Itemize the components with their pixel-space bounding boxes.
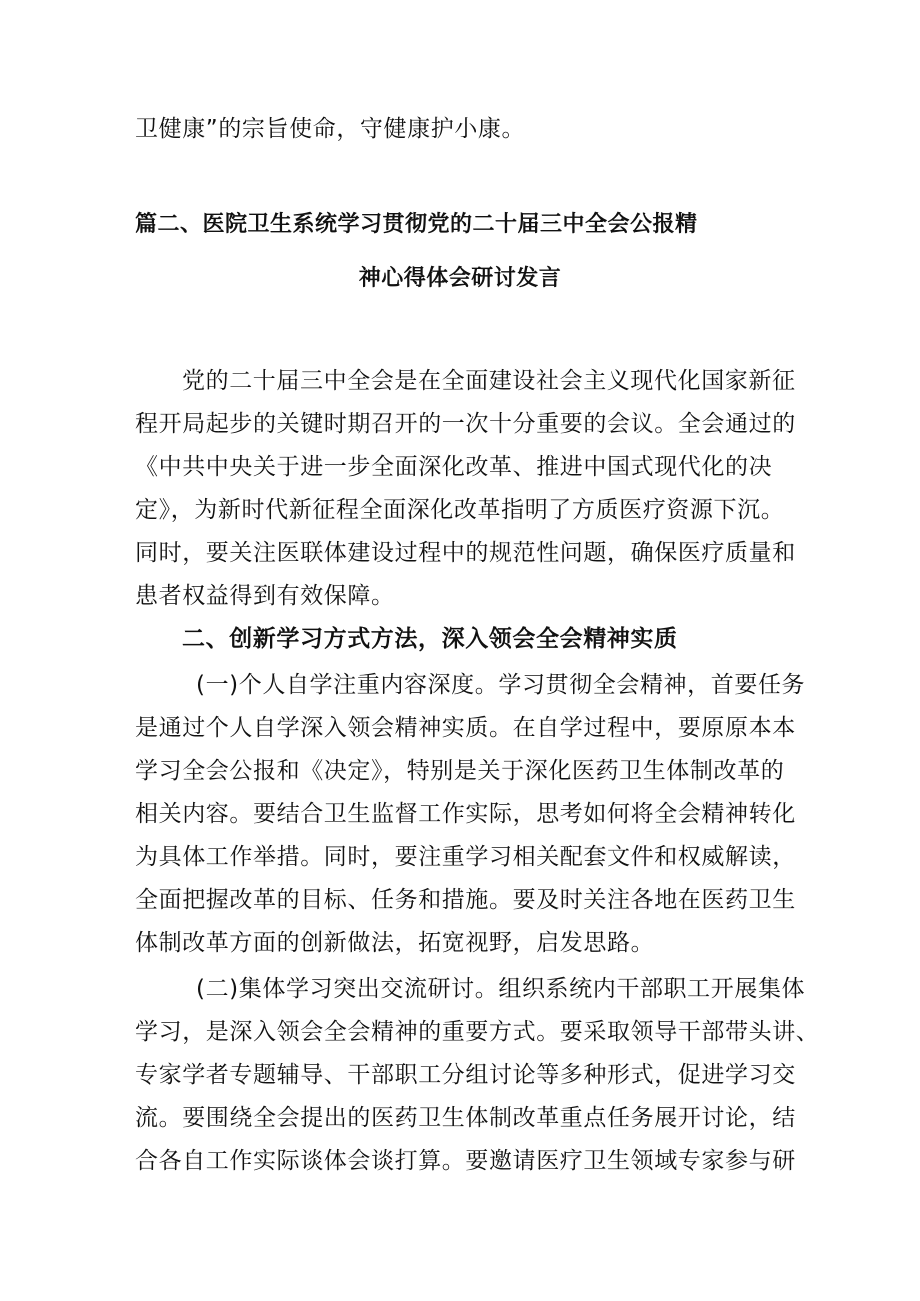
paragraph-line: 专家学者专题辅导、干部职工分组讨论等多种形式，促进学习交 bbox=[135, 1062, 796, 1088]
paragraph-line: (一)个人自学注重内容深度。学习贯彻全会精神，首要任务 bbox=[196, 672, 806, 698]
section-title-line-1: 篇二、医院卫生系统学习贯彻党的二十届三中全会公报精 bbox=[135, 212, 698, 237]
paragraph-line: 卫健康”的宗旨使命，守健康护小康。 bbox=[135, 116, 526, 142]
paragraph-line: 同时，要关注医联体建设过程中的规范性问题，确保医疗质量和 bbox=[135, 540, 796, 566]
subsection-heading: 二、创新学习方式方法，深入领会全会精神实质 bbox=[182, 626, 678, 652]
paragraph-line: 合各自工作实际谈体会谈打算。要邀请医疗卫生领域专家参与研 bbox=[135, 1148, 796, 1174]
paragraph-line: 程开局起步的关键时期召开的一次十分重要的会议。全会通过的 bbox=[135, 411, 796, 437]
paragraph-line: 为具体工作举措。同时，要注重学习相关配套文件和权威解读， bbox=[135, 844, 796, 870]
paragraph-line: 《中共中央关于进一步全面深化改革、推进中国式现代化的决 bbox=[135, 454, 773, 480]
paragraph-line: 学习全会公报和《决定》，特别是关于深化医药卫生体制改革的 bbox=[135, 758, 785, 784]
paragraph-line: 相关内容。要结合卫生监督工作实际，思考如何将全会精神转化 bbox=[135, 801, 796, 827]
paragraph-line: 患者权益得到有效保障。 bbox=[135, 583, 395, 609]
paragraph-line: 学习，是深入领会全会精神的重要方式。要采取领导干部带头讲、 bbox=[135, 1019, 820, 1045]
paragraph-line: 全面把握改革的目标、任务和措施。要及时关注各地在医药卫生 bbox=[135, 887, 796, 913]
paragraph-line: 体制改革方面的创新做法，拓宽视野，启发思路。 bbox=[135, 930, 655, 956]
section-title-line-2: 神心得体会研讨发言 bbox=[358, 266, 562, 291]
paragraph-line: 定》，为新时代新征程全面深化改革指明了方质医疗资源下沉。 bbox=[135, 497, 785, 523]
paragraph-line: (二)集体学习突出交流研讨。组织系统内干部职工开展集体 bbox=[196, 976, 806, 1002]
paragraph-line: 是通过个人自学深入领会精神实质。在自学过程中，要原原本本 bbox=[135, 715, 796, 741]
paragraph-line: 党的二十届三中全会是在全面建设社会主义现代化国家新征 bbox=[182, 368, 796, 394]
paragraph-line: 流。要围绕全会提出的医药卫生体制改革重点任务展开讨论，结 bbox=[135, 1105, 796, 1131]
